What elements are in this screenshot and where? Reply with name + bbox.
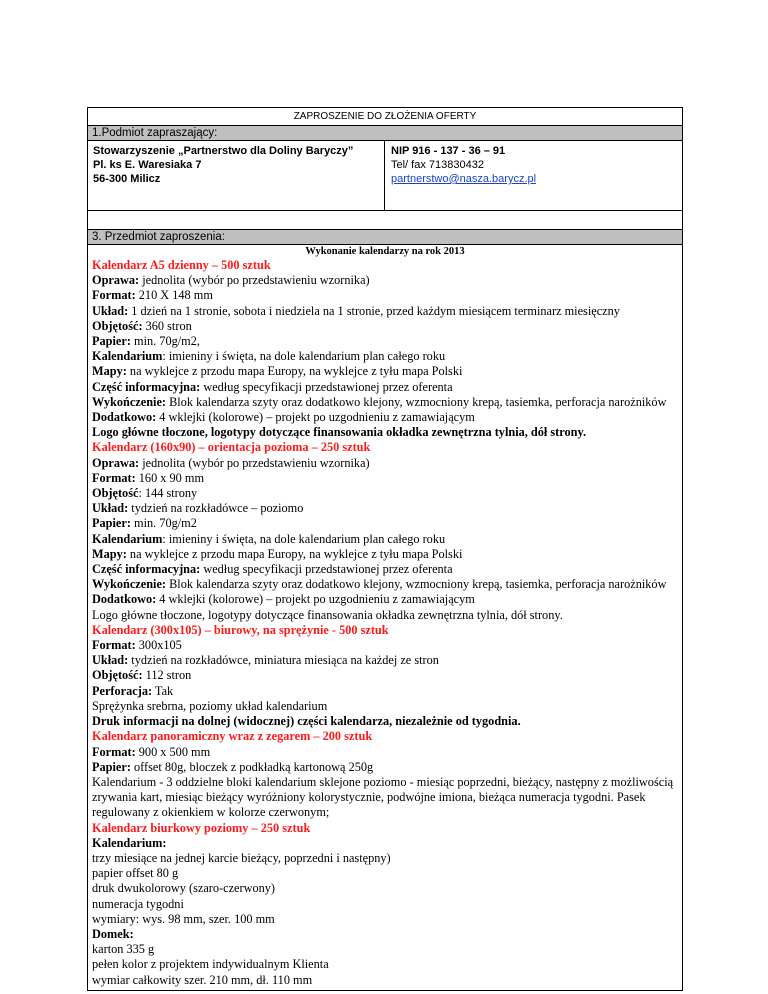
spec-value: na wyklejce z przodu mapa Europy, na wyklejce z tyłu mapa Polski (126, 546, 463, 561)
spec-label: Układ: (92, 653, 129, 668)
spec-line (92, 592, 678, 607)
spec-line (92, 486, 678, 501)
spec-line (92, 364, 678, 379)
section-3-heading: 3. Przedmiot zaproszenia: (88, 230, 682, 245)
spec-value: wymiar całkowity szer. 210 mm, dł. 110 mm (92, 972, 313, 987)
spec-value: 160 x 90 mm (135, 470, 205, 485)
spec-value: 4 wklejki (kolorowe) – projekt po uzgodnieniu z zamawiającym (156, 592, 475, 607)
organization-address (88, 141, 385, 210)
spec-line (92, 745, 678, 760)
spec-line (92, 684, 678, 699)
spec-value: wymiary: wys. 98 mm, szer. 100 mm (92, 911, 275, 926)
spec-label: Druk informacji na dolnej (widocznej) części kalendarza, niezależnie od tygodnia. (92, 714, 521, 729)
spec-line (92, 547, 678, 562)
spec-line (92, 349, 678, 364)
spec-value: 1 dzień na 1 stronie, sobota i niedziela na 1 stronie, przed każdym miesiącem terminarz miesięczny (128, 303, 620, 318)
calendar-item-heading (92, 623, 678, 638)
spec-value: Blok kalendarza szyty oraz dodatkowo klejony, wzmocniony krepą, tasiemka, perforacja narożników (166, 577, 667, 592)
spec-label: Układ: (92, 501, 129, 516)
spec-value: jednolita (wybór po przedstawieniu wzornika) (139, 273, 370, 288)
calendar-item-title: Kalendarz A5 dzienny – 500 sztuk (92, 258, 271, 272)
spec-value: min. 70g/m2, (130, 334, 200, 349)
spec-line (92, 942, 678, 957)
spec-label: Logo główne tłoczone, logotypy dotyczące finansowania okładka zewnętrzna tylnia, dół strony. (92, 425, 587, 440)
spec-line (92, 425, 678, 440)
organization-name: Stowarzyszenie „Partnerstwo dla Doliny Baryczy” (93, 145, 354, 157)
spec-line (92, 912, 678, 927)
spec-value: tydzień na rozkładówce – poziomo (128, 501, 304, 516)
spec-line (92, 501, 678, 516)
spec-value: 900 x 500 mm (135, 744, 211, 759)
spec-label: Objętość: (92, 318, 143, 333)
spec-line (92, 562, 678, 577)
spec-value: : imieniny i święta, na dole kalendarium plan całego roku (162, 531, 446, 546)
phone-fax: Tel/ fax 713830432 (391, 159, 484, 171)
spec-value: tydzień na rozkładówce, miniatura miesiąca na każdej ze stron (128, 653, 439, 668)
spec-label: Papier: (92, 759, 131, 774)
spec-value: jednolita (wybór po przedstawieniu wzornika) (139, 455, 370, 470)
spec-label: Oprawa: (92, 455, 140, 470)
spec-line (92, 927, 678, 942)
spec-value: min. 70g/m2 (130, 516, 197, 531)
specification-lines (92, 258, 678, 988)
spec-value: trzy miesiące na jednej karcie bieżący, poprzedni i następny) (92, 850, 391, 865)
spec-label: Format: (92, 470, 136, 485)
calendar-item-title: Kalendarz panoramiczny wraz z zegarem – 200 sztuk (92, 729, 373, 744)
spec-line (92, 304, 678, 319)
spec-label: Dodatkowo: (92, 592, 157, 607)
spec-line (92, 395, 678, 410)
spec-value: 300x105 (135, 638, 182, 653)
spec-label: Układ: (92, 303, 129, 318)
subject-title: Wykonanie kalendarzy na rok 2013 (305, 246, 465, 257)
spec-line (92, 288, 678, 303)
nip-number: NIP 916 - 137 - 36 – 91 (391, 145, 506, 157)
spec-line (92, 516, 678, 531)
street-address: Pl. ks E. Waresiaka 7 (93, 159, 202, 171)
calendar-item-title: Kalendarz (160x90) – orientacja pozioma – 250 sztuk (92, 440, 371, 455)
spec-value: numeracja tygodni (92, 896, 184, 911)
spec-label: Część informacyjna: (92, 562, 201, 577)
spec-label: Format: (92, 744, 136, 759)
spec-label: Wykończenie: (92, 577, 166, 592)
spec-value: papier offset 80 g (92, 866, 179, 881)
spec-label: Dodatkowo: (92, 410, 157, 425)
spec-label: Perforacja: (92, 683, 153, 698)
spec-label: Papier: (92, 334, 131, 349)
spec-value: pełen kolor z projektem indywidualnym Klienta (92, 957, 329, 972)
spec-label: Część informacyjna: (92, 379, 201, 394)
calendar-item-heading (92, 440, 678, 455)
spec-line (92, 471, 678, 486)
spec-line (92, 334, 678, 349)
calendar-item-heading (92, 821, 678, 836)
spec-line (92, 380, 678, 395)
spec-label: Format: (92, 288, 136, 303)
calendar-item-title: Kalendarz (300x105) – biurowy, na sprężynie - 500 sztuk (92, 622, 389, 637)
spec-value: druk dwukolorowy (szaro-czerwony) (92, 881, 276, 896)
section-1-heading: 1.Podmiot zapraszający: (88, 126, 682, 141)
spec-label: Kalendarium (92, 349, 163, 364)
spec-label: Wykończenie: (92, 394, 166, 409)
calendar-item-heading (92, 729, 678, 744)
spec-label: Domek: (92, 926, 134, 941)
spec-line (92, 760, 678, 775)
spec-value: : 144 strony (138, 486, 198, 501)
spec-line (92, 456, 678, 471)
spec-value: 4 wklejki (kolorowe) – projekt po uzgodnieniu z zamawiającym (156, 410, 475, 425)
spec-line (92, 410, 678, 425)
spec-line (92, 273, 678, 288)
spec-line (92, 532, 678, 547)
empty-row (88, 211, 682, 230)
spec-label: Objętość (92, 486, 139, 501)
spec-value: Sprężynka srebrna, poziomy układ kalendarium (92, 698, 328, 713)
spec-value: Kalendarium - 3 oddzielne bloki kalendarium sklejone poziomo - miesiąc poprzedni, bieżący, następny z możliwością zrywania kart, miesiąc bieżący wyróżniony kolorystycznie, podwójne imiona, bieżąca numeracja tygodni. Pasek regulowany z okienkiem w kolorze czerwonym; (92, 774, 674, 820)
spec-label: Objętość: (92, 668, 143, 683)
spec-line (92, 699, 678, 714)
spec-line (92, 638, 678, 653)
spec-line (92, 881, 678, 896)
document-title: ZAPROSZENIE DO ZŁOŻENIA OFERTY (88, 108, 682, 126)
spec-value: Tak (152, 683, 174, 698)
inviting-party-info (88, 141, 682, 211)
calendar-item-title: Kalendarz biurkowy poziomy – 250 sztuk (92, 820, 311, 835)
spec-line (92, 866, 678, 881)
spec-value: Logo główne tłoczone, logotypy dotyczące finansowania okładka zewnętrzna tylnia, dół strony. (92, 607, 563, 622)
subject-content (88, 245, 682, 990)
spec-line (92, 851, 678, 866)
spec-label: Kalendarium (92, 531, 163, 546)
spec-line (92, 775, 678, 821)
spec-label: Mapy: (92, 546, 127, 561)
spec-value: karton 335 g (92, 942, 155, 957)
spec-value: 360 stron (142, 318, 192, 333)
calendar-item-heading (92, 258, 678, 273)
spec-value: 210 X 148 mm (135, 288, 213, 303)
spec-line (92, 836, 678, 851)
spec-line (92, 897, 678, 912)
spec-value: na wyklejce z przodu mapa Europy, na wyklejce z tyłu mapa Polski (126, 364, 463, 379)
spec-value: Blok kalendarza szyty oraz dodatkowo klejony, wzmocniony krepą, tasiemka, perforacja narożników (166, 394, 667, 409)
spec-label: Mapy: (92, 364, 127, 379)
postal-city: 56-300 Milicz (93, 173, 161, 185)
spec-value: offset 80g, bloczek z podkładką kartonową 250g (130, 759, 374, 774)
spec-line (92, 973, 678, 988)
spec-line (92, 668, 678, 683)
organization-contact (385, 141, 682, 210)
spec-line (92, 608, 678, 623)
spec-label: Oprawa: (92, 273, 140, 288)
email-link[interactable]: partnerstwo@nasza.barycz.pl (391, 173, 537, 185)
spec-line (92, 714, 678, 729)
spec-label: Kalendarium: (92, 835, 167, 850)
offer-invitation-document (87, 107, 683, 991)
spec-line (92, 577, 678, 592)
spec-value: według specyfikacji przedstawionej przez oferenta (200, 562, 453, 577)
spec-line (92, 957, 678, 972)
spec-line (92, 319, 678, 334)
spec-value: według specyfikacji przedstawionej przez oferenta (200, 379, 453, 394)
spec-value: 112 stron (142, 668, 192, 683)
spec-value: : imieniny i święta, na dole kalendarium plan całego roku (162, 349, 446, 364)
spec-label: Format: (92, 638, 136, 653)
spec-line (92, 653, 678, 668)
spec-label: Papier: (92, 516, 131, 531)
